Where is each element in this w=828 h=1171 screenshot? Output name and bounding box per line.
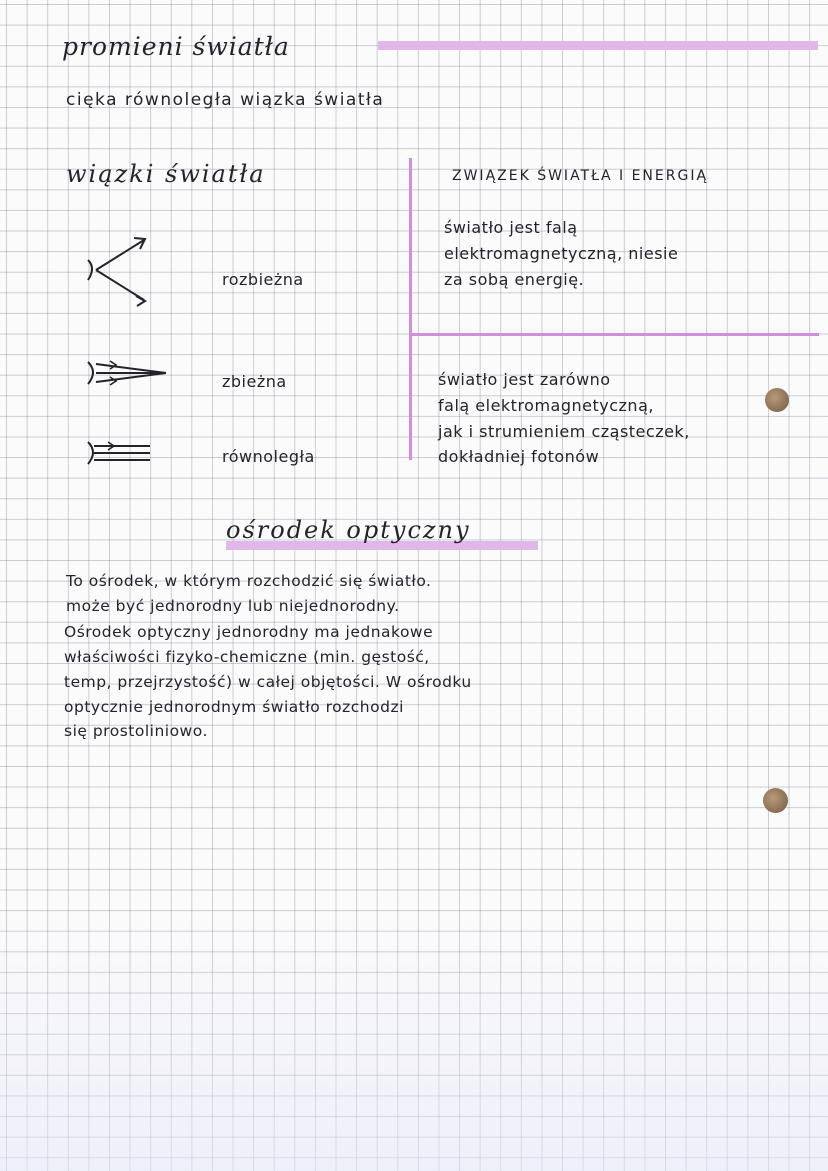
medium-line-1: To ośrodek, w którym rozchodzić się światło.: [66, 572, 432, 590]
parallel-beam-icon: [82, 438, 162, 468]
medium-line-2: może być jednorodny lub niejednorodny.: [66, 597, 400, 615]
medium-line-5: temp, przejrzystość) w całej objętości. W ośrodku: [64, 673, 472, 691]
box-divider: [409, 333, 819, 336]
binder-hole-top: [765, 388, 789, 412]
relation-box2-line-2: falą elektromagnetyczną,: [438, 396, 654, 415]
medium-line-3: Ośrodek optyczny jednorodny ma jednakowe: [64, 623, 434, 641]
medium-line-4: właściwości fizyko-chemiczne (min. gęstość,: [64, 648, 430, 666]
relation-box2-line-1: światło jest zarówno: [438, 370, 611, 389]
beams-heading: wiązki światła: [66, 160, 266, 188]
medium-line-7: się prostoliniowo.: [64, 722, 208, 740]
beam-label-parallel: równoległa: [222, 447, 315, 466]
page-title: promieni światła: [62, 32, 290, 61]
relation-box1-line-1: światło jest falą: [444, 218, 578, 237]
relation-box2-line-3: jak i strumieniem cząsteczek,: [438, 422, 690, 441]
title-highlight: [378, 41, 818, 50]
relation-box2-line-4: dokładniej fotonów: [438, 447, 600, 466]
beam-label-converging: zbieżna: [222, 372, 287, 391]
beam-label-diverging: rozbieżna: [222, 270, 304, 289]
diverging-beam-icon: [82, 228, 162, 308]
medium-line-6: optycznie jednorodnym światło rozchodzi: [64, 698, 404, 716]
relation-box1-line-2: elektromagnetyczną, niesie: [444, 244, 679, 263]
relation-box1-line-3: za sobą energię.: [444, 270, 585, 289]
column-divider: [409, 158, 412, 460]
page-subtitle: cięka równoległa wiązka światła: [66, 90, 385, 110]
medium-heading: ośrodek optyczny: [226, 516, 471, 544]
converging-beam-icon: [82, 358, 172, 388]
relation-heading: ZWIĄZEK ŚWIATŁA I ENERGIĄ: [452, 168, 709, 184]
binder-hole-bottom: [763, 788, 788, 813]
